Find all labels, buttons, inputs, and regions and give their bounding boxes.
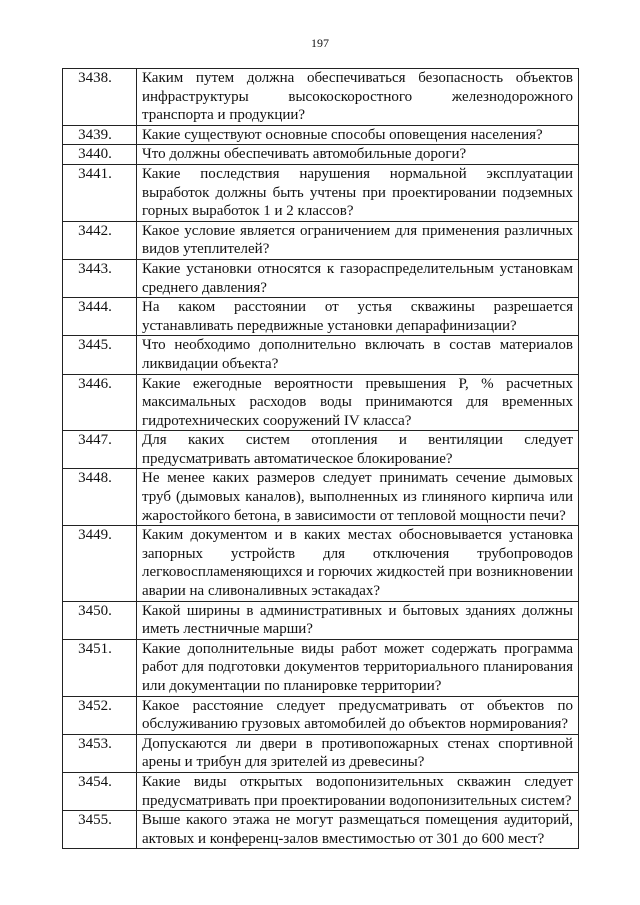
question-number: 3446. bbox=[63, 374, 137, 431]
question-text: Какие дополнительные виды работ может содержать программа работ для подготовки документов территориального планирования или документации по планировке территории? bbox=[137, 639, 579, 696]
question-number: 3443. bbox=[63, 259, 137, 297]
table-row bbox=[63, 374, 579, 431]
question-number: 3454. bbox=[63, 772, 137, 810]
table-row bbox=[63, 639, 579, 696]
question-text: Каким путем должна обеспечиваться безопасность объектов инфраструктуры высокоскоростного железнодорожного транспорта и продукции? bbox=[137, 69, 579, 126]
question-number: 3440. bbox=[63, 145, 137, 165]
table-row bbox=[63, 696, 579, 734]
table-row bbox=[63, 145, 579, 165]
table-row bbox=[63, 259, 579, 297]
question-text: Для каких систем отопления и вентиляции следует предусматривать автоматическое блокирование? bbox=[137, 431, 579, 469]
question-text: Какие последствия нарушения нормальной эксплуатации выработок должны быть учтены при проектировании подземных горных выработок 1 и 2 классов? bbox=[137, 164, 579, 221]
question-number: 3453. bbox=[63, 734, 137, 772]
question-number: 3442. bbox=[63, 221, 137, 259]
question-number: 3450. bbox=[63, 601, 137, 639]
question-number: 3441. bbox=[63, 164, 137, 221]
question-text: Выше какого этажа не могут размещаться помещения аудиторий, актовых и конференц-залов вместимостью от 301 до 600 мест? bbox=[137, 811, 579, 849]
question-number: 3438. bbox=[63, 69, 137, 126]
question-text: Какие существуют основные способы оповещения населения? bbox=[137, 125, 579, 145]
question-text: Какие ежегодные вероятности превышения Р, % расчетных максимальных расходов воды принимаются для временных гидротехнических сооружений IV класса? bbox=[137, 374, 579, 431]
page-number: 197 bbox=[311, 36, 329, 50]
question-number: 3448. bbox=[63, 469, 137, 526]
table-row bbox=[63, 125, 579, 145]
question-number: 3439. bbox=[63, 125, 137, 145]
question-text: Каким документом и в каких местах обосновывается установка запорных устройств для отключения трубопроводов легковоспламеняющихся и горючих жидкостей при возникновении аварии на сливоналивных эстакадах? bbox=[137, 526, 579, 601]
table-row bbox=[63, 601, 579, 639]
table-row bbox=[63, 734, 579, 772]
table-row bbox=[63, 221, 579, 259]
question-text: Какой ширины в административных и бытовых зданиях должны иметь лестничные марши? bbox=[137, 601, 579, 639]
question-number: 3445. bbox=[63, 336, 137, 374]
table-row bbox=[63, 164, 579, 221]
question-number: 3451. bbox=[63, 639, 137, 696]
table-row bbox=[63, 526, 579, 601]
table-row bbox=[63, 431, 579, 469]
question-text: Какие установки относятся к газораспределительным установкам среднего давления? bbox=[137, 259, 579, 297]
question-number: 3444. bbox=[63, 298, 137, 336]
table-row bbox=[63, 469, 579, 526]
table-row bbox=[63, 811, 579, 849]
question-number: 3447. bbox=[63, 431, 137, 469]
table-row bbox=[63, 772, 579, 810]
question-text: Какое расстояние следует предусматривать от объектов по обслуживанию грузовых автомобилей до объектов нормирования? bbox=[137, 696, 579, 734]
question-text: Допускаются ли двери в противопожарных стенах спортивной арены и трибун для зрителей из древесины? bbox=[137, 734, 579, 772]
questions-table bbox=[62, 68, 579, 849]
question-text: Не менее каких размеров следует принимать сечение дымовых труб (дымовых каналов), выполненных из глиняного кирпича или жаростойкого бетона, в зависимости от тепловой мощности печи? bbox=[137, 469, 579, 526]
table-row bbox=[63, 298, 579, 336]
question-text: Какие виды открытых водопонизительных скважин следует предусматривать при проектировании водопонизительных систем? bbox=[137, 772, 579, 810]
question-number: 3455. bbox=[63, 811, 137, 849]
table-row bbox=[63, 336, 579, 374]
question-number: 3452. bbox=[63, 696, 137, 734]
question-text: Что должны обеспечивать автомобильные дороги? bbox=[137, 145, 579, 165]
question-text: Какое условие является ограничением для применения различных видов утеплителей? bbox=[137, 221, 579, 259]
table-row bbox=[63, 69, 579, 126]
questions-table-body bbox=[63, 69, 579, 849]
question-text: На каком расстоянии от устья скважины разрешается устанавливать передвижные установки депарафинизации? bbox=[137, 298, 579, 336]
question-number: 3449. bbox=[63, 526, 137, 601]
question-text: Что необходимо дополнительно включать в состав материалов ликвидации объекта? bbox=[137, 336, 579, 374]
